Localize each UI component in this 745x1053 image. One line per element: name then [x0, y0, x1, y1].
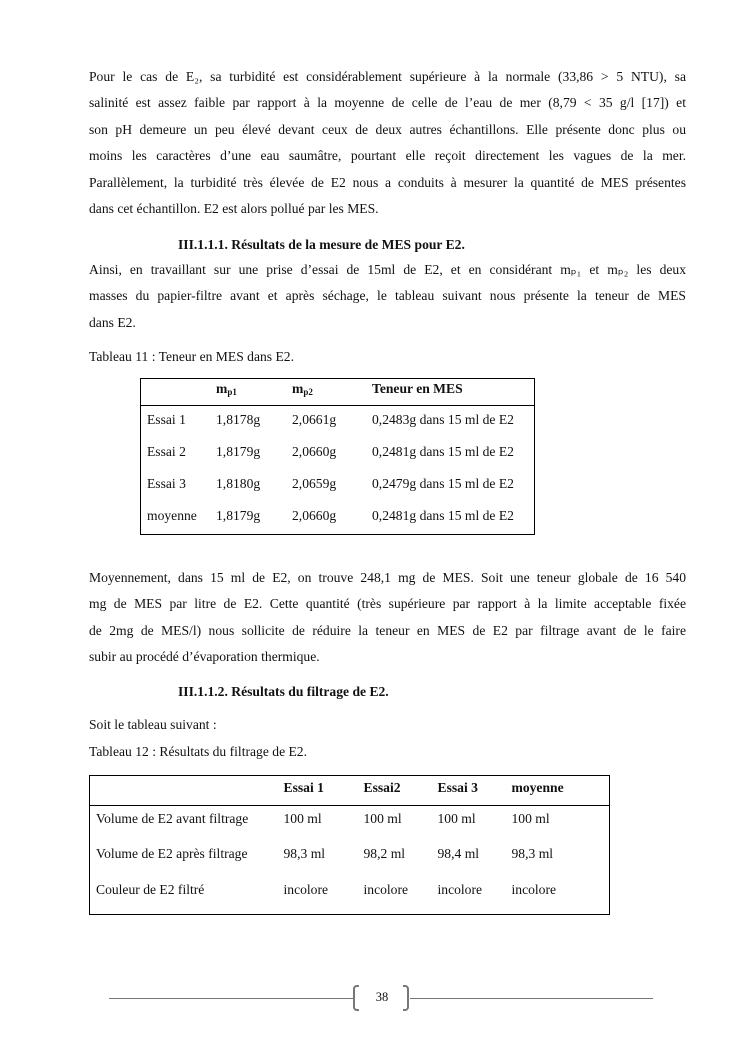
table-row: Essai 3 1,8180g 2,0659g 0,2479g dans 15 ml de E2 — [147, 475, 514, 491]
page-number: 38 — [375, 990, 389, 1004]
table-row: Volume de E2 avant filtrage 100 ml 100 ml 100 ml 100 ml — [96, 811, 550, 826]
intro-text: Soit le tableau suivant : — [89, 717, 217, 732]
header-mp1: $m_{p1}$ — [210, 379, 286, 406]
footer-bracket-left — [353, 985, 359, 1011]
section-heading-mes: III.1.1.1. Résultats de la mesure de MES pour E2. — [178, 237, 465, 252]
table-row: Couleur de E2 filtré incolore incolore incolore incolore — [96, 881, 557, 897]
footer-bracket-right — [403, 985, 409, 1011]
footer-divider-left — [109, 998, 355, 999]
footer-divider-right — [410, 998, 653, 999]
paragraph-mes-method: Ainsi, en travaillant sur une prise d’essai de 15ml de E2, et en considérant mₚ₁ et mₚ₂ les deux masses du papier-filtre avant et après séchage, le tableau suivant nous présente la teneur de MES dans E2. — [89, 262, 686, 330]
header-teneur: Teneur en MES — [366, 379, 535, 406]
table-12-caption: Tableau 12 : Résultats du filtrage de E2. — [89, 744, 307, 759]
table-11-mes — [140, 378, 535, 535]
paragraph-e2-description: Pour le cas de E₂, sa turbidité est considérablement supérieure à la normale (33,86 > 5 NTU), sa salinité est assez faible par rapport à la moyenne de celle de l’eau de mer (8,79 < 35 g/l [17]) et son pH demeure un peu élevé devant ceux de deux autres échantillons. Elle présente donc plus ou moins les caractères d’une eau saumâtre, pourtant elle reçoit directement les vagues de la mer. Parallèlement, la turbidité très élevée de E2 nous a conduits à mesurer la quantité de MES présentes dans cet échantillon. E2 est alors pollué par les MES. — [89, 69, 686, 216]
table-row: Volume de E2 après filtrage 98,3 ml 98,2 ml 98,4 ml 98,3 ml — [96, 846, 554, 861]
table-12-filtrage — [89, 775, 610, 915]
table-row: moyenne 1,8179g 2,0660g 0,2481g dans 15 ml de E2 — [147, 507, 514, 523]
table-header-row — [141, 379, 535, 406]
paragraph-mes-result: Moyennement, dans 15 ml de E2, on trouve 248,1 mg de MES. Soit une teneur globale de 16 540 mg de MES par litre de E2. Cette quantité (très supérieure par rapport à la limite acceptable fixée de 2mg de MES/l) nous sollicite de réduire la teneur en MES de E2 par filtrage avant de le faire subir au procédé d’évaporation thermique. — [89, 570, 686, 665]
table-header-row: Essai 1 Essai2 Essai 3 moyenne — [90, 776, 610, 806]
table-row: Essai 1 1,8178g 2,0661g 0,2483g dans 15 ml de E2 — [147, 412, 514, 427]
table-row: Essai 2 1,8179g 2,0660g 0,2481g dans 15 ml de E2 — [147, 443, 514, 459]
table-11-caption: Tableau 11 : Teneur en MES dans E2. — [89, 349, 294, 364]
section-heading-filtrage: III.1.1.2. Résultats du filtrage de E2. — [178, 684, 389, 699]
header-mp2: $m_{p2}$ — [286, 379, 366, 406]
